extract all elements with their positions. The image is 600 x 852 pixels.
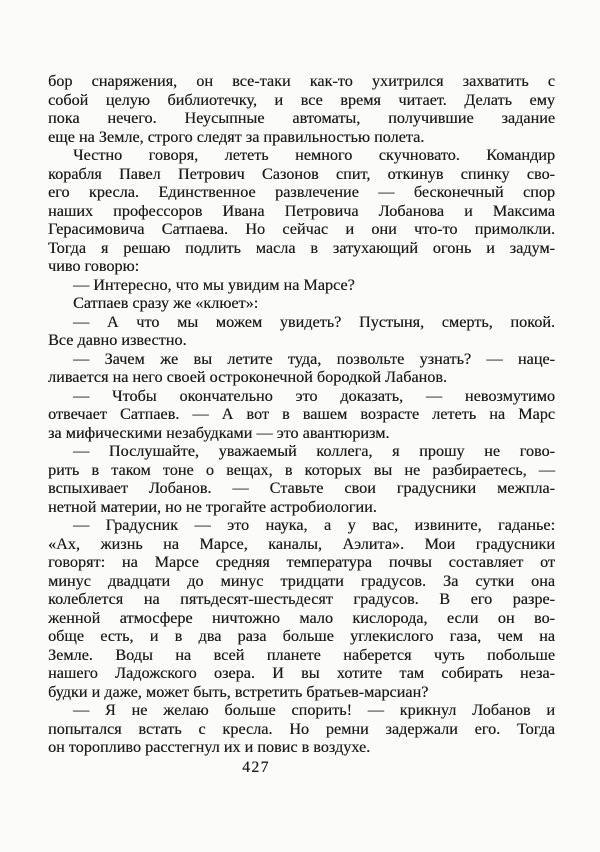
text-line: женной атмосфере ничтожно мало кислорода, если он во- xyxy=(48,608,555,627)
text-line: собой целую библиотечку, и все время читает. Делать ему xyxy=(48,90,555,109)
text-line: Сатпаев сразу же «клюет»: xyxy=(73,294,259,312)
text-line: будки и даже, может быть, встретить братьев-марсиан? xyxy=(48,682,429,701)
text-line: чиво говорю: xyxy=(48,257,140,275)
text-line: — Градусник — это наука, а у вас, извините, гаданье: xyxy=(73,516,555,534)
text-line: минус двадцати до минус тридцати градусов. За сутки она xyxy=(48,571,555,590)
text-line: вспыхивает Лобанов. — Ставьте свои градусники межпла- xyxy=(48,479,555,497)
text-line: «Ах, жизнь на Марсе, каналы, Аэлита». Мои градусники xyxy=(48,534,555,553)
text-line: обще есть, и в два раза больше углекислого газа, чем на xyxy=(48,627,555,645)
text-line: корабля Павел Петрович Сазонов спит, откинув спинку сво- xyxy=(48,164,555,183)
text-line: — Зачем же вы летите туда, позвольте узнать? — наце- xyxy=(73,349,555,368)
page-number: 427 xyxy=(242,759,270,776)
text-line: — Чтобы окончательно это доказать, — невозмутимо xyxy=(73,386,555,405)
text-line: нашего Ладожского озера. И вы хотите там собирать неза- xyxy=(48,664,555,682)
text-line: ливается на него своей остроконечной бородкой Лабанов. xyxy=(48,368,448,386)
text-line: — Послушайте, уважаемый коллега, я прошу не гово- xyxy=(73,442,555,460)
text-line: попытался встать с кресла. Но ремни задержали его. Тогда xyxy=(48,719,555,738)
text-line: еще на Земле, строго следят за правильностью полета. xyxy=(48,127,425,146)
text-line: — Я не желаю больше спорить! — крикнул Лобанов и xyxy=(73,701,555,719)
text-line: — А что мы можем увидеть? Пустыня, смерть, покой. xyxy=(73,312,555,331)
text-line: он торопливо расстегнул их и повис в воздухе. xyxy=(48,738,371,756)
text-line: колеблется на пятьдесят-шестьдесят градусов. В его разре- xyxy=(48,590,555,608)
text-line: Герасимовича Сатпаева. Но сейчас и они что-то примолкли. xyxy=(48,220,555,238)
text-line: бор снаряжения, он все-таки как-то ухитрился захватить с xyxy=(48,72,555,90)
text-line: его кресла. Единственное развлечение — бесконечный спор xyxy=(48,183,555,201)
text-line: пока нечего. Неусыпные автоматы, получившие задание xyxy=(48,109,555,127)
text-line: — Интересно, что мы увидим на Марсе? xyxy=(73,275,355,294)
text-line: говорят: на Марсе средняя температура почвы составляет от xyxy=(48,553,555,571)
text-line: Честно говоря, лететь немного скучновато. Командир xyxy=(73,146,555,164)
page-text xyxy=(48,72,555,757)
text-line: наших профессоров Ивана Петровича Лобанова и Максима xyxy=(48,201,555,220)
text-line: рить в таком тоне о вещах, в которых вы не разбираетесь, — xyxy=(48,460,555,479)
text-line: Тогда я решаю подлить масла в затухающий огонь и задум- xyxy=(48,238,555,257)
text-line: нетной материи, но не трогайте астробиологии. xyxy=(48,497,377,516)
text-line: Земле. Воды на всей планете наберется чуть побольше xyxy=(48,645,555,664)
text-line: отвечает Сатпаев. — А вот в вашем возрасте лететь на Марс xyxy=(48,405,555,423)
text-line: Все давно известно. xyxy=(48,331,187,349)
text-line: за мифическими незабудками — это авантюризм. xyxy=(48,423,390,442)
